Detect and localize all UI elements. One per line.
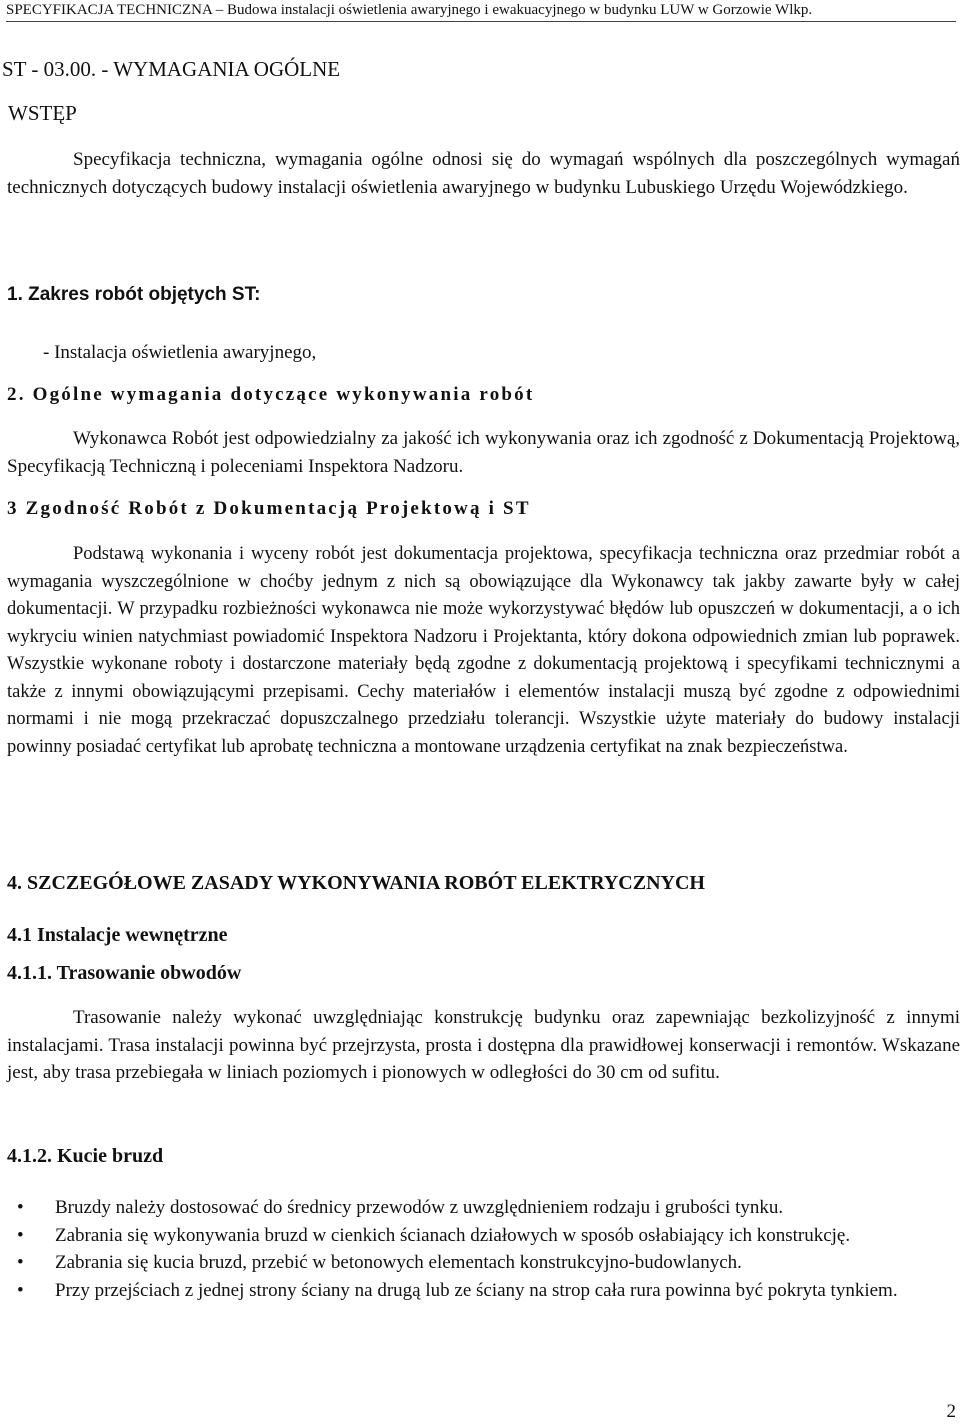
list-item-text: Zabrania się kucia bruzd, przebić w betonowych elementach konstrukcyjno-budowlanych. [55, 1252, 742, 1273]
list-item-text: Zabrania się wykonywania bruzd w cienkich ścianach działowych w sposób osłabiający ich konstrukcję. [55, 1224, 851, 1246]
list-item [7, 1278, 960, 1305]
intro-heading: WSTĘP [8, 101, 77, 125]
subsection-4-1-heading: 4.1 Instalacje wewnętrzne [7, 924, 228, 946]
scope-list-item: - Instalacja oświetlenia awaryjnego, [43, 342, 317, 363]
bullet-icon: • [17, 1279, 24, 1301]
bullet-icon: • [17, 1224, 24, 1246]
list-item [7, 1250, 960, 1277]
list-item [7, 1223, 960, 1250]
running-header: SPECYFIKACJA TECHNICZNA – Budowa instalacji oświetlenia awaryjnego i ewakuacyjnego w budynku LUW w Gorzowie Wlkp. [6, 0, 956, 22]
list-item-text: Bruzdy należy dostosować do średnicy przewodów z uwzględnieniem rodzaju i grubości tynku. [55, 1197, 784, 1218]
section-4-heading: 4. SZCZEGÓŁOWE ZASADY WYKONYWANIA ROBÓT ELEKTRYCZNYCH [7, 872, 705, 894]
bullet-icon: • [17, 1197, 24, 1218]
bullet-list [7, 1195, 960, 1305]
section-1-heading: 1. Zakres robót objętych ST: [7, 284, 261, 305]
section-2-paragraph: Wykonawca Robót jest odpowiedzialny za jakość ich wykonywania oraz ich zgodność z Dokumentacją Projektową, Specyfikacją Techniczną i poleceniami Inspektora Nadzoru. [7, 428, 960, 477]
subsection-4-1-1-heading: 4.1.1. Trasowanie obwodów [7, 962, 242, 984]
section-3-paragraph: Podstawą wykonania i wyceny robót jest dokumentacja projektowa, specyfikacja techniczna oraz przedmiar robót a wymagania wyszczególnione w choćby jednym z nich są obowiązujące dla Wykonawcy tak jakby zawarte były w całej dokumentacji. W przypadku rozbieżności wykonawca nie może wykorzystywać błędów lub opuszczeń w dokumentacji, a o ich wykryciu winien natychmiast powiadomić Inspektora Nadzoru i Projektanta, który dokona odpowiednich zmian lub poprawek. Wszystkie wykonane roboty i dostarczone materiały będą zgodne z dokumentacją projektową i specyfikami technicznymi a także z innymi obowiązującymi przepisami. Cechy materiałów i elementów instalacji muszą być zgodne z odpowiednimi normami i nie mogą przekraczać dopuszczalnego przedziału tolerancji. Wszystkie użyte materiały do budowy instalacji powinny posiadać certyfikat lub aprobatę techniczna a montowane urządzenia certyfikat na znak bezpieczeństwa. [7, 544, 960, 757]
intro-paragraph: Specyfikacja techniczna, wymagania ogólne odnosi się do wymagań wspólnych dla poszczególnych wymagań technicznych dotyczących budowy instalacji oświetlenia awaryjnego w budynku Lubuskiego Urzędu Wojewódzkiego. [7, 149, 960, 198]
bullet-icon: • [17, 1252, 24, 1273]
list-item [7, 1195, 960, 1222]
page-number: 2 [946, 1401, 956, 1422]
page-title: ST - 03.00. - WYMAGANIA OGÓLNE [2, 57, 341, 81]
section-3-heading: 3 Zgodność Robót z Dokumentacją Projektową i ST [7, 498, 531, 519]
section-2-heading: 2. Ogólne wymagania dotyczące wykonywania robót [7, 384, 535, 405]
subsection-4-1-1-paragraph: Trasowanie należy wykonać uwzględniając konstrukcję budynku oraz zapewniając bezkolizyjność z innymi instalacjami. Trasa instalacji powinna być przejrzysta, prosta i dostępna dla prawidłowej konserwacji i remontów. Wskazane jest, aby trasa przebiegała w liniach poziomych i pionowych w odległości do 30 cm od sufitu. [7, 1007, 960, 1083]
subsection-4-1-2-heading: 4.1.2. Kucie bruzd [7, 1145, 164, 1167]
list-item-text: Przy przejściach z jednej strony ściany na drugą lub ze ściany na strop cała rura powinna być pokryta tynkiem. [55, 1279, 898, 1301]
